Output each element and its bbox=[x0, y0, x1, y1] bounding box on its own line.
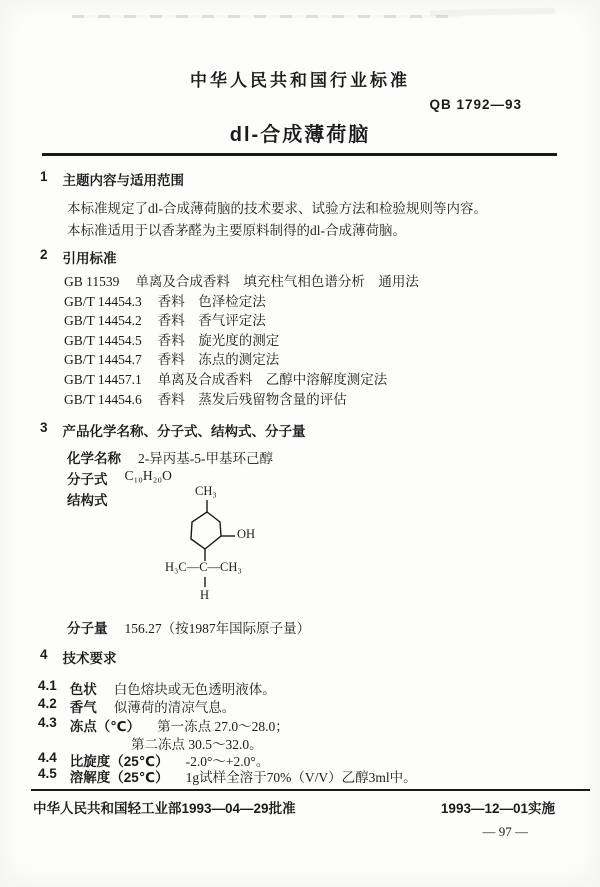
footer-divider-rule bbox=[31, 789, 590, 791]
section4-heading-text: 技术要求 bbox=[62, 651, 117, 666]
structure-label: 结构式 bbox=[67, 493, 108, 508]
requirement-item bbox=[38, 715, 289, 735]
reference-item bbox=[64, 272, 419, 292]
header-divider-rule bbox=[42, 153, 557, 156]
requirement-label: 冻点（℃） bbox=[69, 719, 141, 734]
requirement-number: 4.3 bbox=[38, 715, 57, 730]
standard-code: QB 1792—93 bbox=[429, 97, 522, 112]
reference-title: 香料 色泽检定法 bbox=[157, 293, 266, 309]
standard-authority-line: 中华人民共和国行业标准 bbox=[190, 71, 410, 90]
reference-title: 香料 旋光度的测定 bbox=[157, 332, 280, 348]
section1-paragraph: 本标准规定了dl-合成薄荷脑的技术要求、试验方法和检验规则等内容。 bbox=[67, 201, 487, 216]
molecular-weight-row bbox=[67, 617, 310, 637]
section2-number: 2 bbox=[40, 247, 48, 262]
reference-item bbox=[64, 331, 419, 351]
reference-title: 香料 冻点的测定法 bbox=[157, 352, 280, 368]
reference-code: GB/T 14454.6 bbox=[64, 391, 142, 407]
referenced-standards-list bbox=[64, 272, 419, 409]
reference-title: 香料 蒸发后残留物含量的评估 bbox=[157, 391, 347, 407]
hydroxyl-group-label: OH bbox=[237, 527, 256, 541]
chemical-name-row bbox=[67, 447, 273, 467]
reference-item bbox=[64, 370, 419, 390]
requirement-label: 比旋度（25℃） bbox=[69, 754, 169, 769]
reference-item bbox=[64, 292, 419, 312]
structure-row bbox=[67, 489, 125, 509]
section3-heading-text: 产品化学名称、分子式、结构式、分子量 bbox=[62, 424, 306, 439]
implementation-date: 1993—12—01实施 bbox=[440, 801, 555, 816]
requirement-value: -2.0°～+2.0°。 bbox=[185, 754, 270, 769]
requirement-item bbox=[38, 696, 235, 716]
requirement-label: 溶解度（25℃） bbox=[69, 770, 169, 785]
structure-bonds bbox=[163, 481, 263, 609]
section2-heading-text: 引用标准 bbox=[62, 251, 117, 266]
reference-code: GB/T 14454.2 bbox=[64, 313, 142, 329]
requirement-label: 香气 bbox=[69, 700, 97, 715]
reference-code: GB/T 14454.3 bbox=[64, 293, 142, 309]
reference-title: 单离及合成香料 乙醇中溶解度测定法 bbox=[157, 371, 388, 387]
reference-code: GB/T 14454.5 bbox=[64, 332, 142, 348]
reference-title: 香料 香气评定法 bbox=[157, 313, 266, 329]
molecular-formula-label: 分子式 bbox=[67, 472, 108, 487]
requirement-item bbox=[38, 678, 276, 698]
chemical-name-value: 2-异丙基-5-甲基环己醇 bbox=[138, 451, 273, 466]
requirement-label: 色状 bbox=[69, 682, 97, 697]
section3-heading bbox=[40, 420, 306, 440]
reference-item bbox=[64, 311, 419, 331]
section1-number: 1 bbox=[40, 169, 48, 184]
section3-number: 3 bbox=[40, 420, 48, 435]
isopropyl-group-label: H₃C—C—CH₃ bbox=[165, 560, 242, 574]
reference-code: GB/T 14457.1 bbox=[64, 371, 142, 387]
section4-heading bbox=[40, 647, 117, 667]
section1-heading bbox=[40, 169, 184, 189]
chemical-name-label: 化学名称 bbox=[67, 451, 121, 466]
document-title: dl-合成薄荷脑 bbox=[229, 124, 371, 146]
reference-title: 单离及合成香料 填充柱气相色谱分析 通用法 bbox=[135, 274, 419, 289]
reference-code: GB/T 14454.7 bbox=[64, 352, 142, 368]
hydrogen-label: H bbox=[200, 588, 210, 602]
requirement-number: 4.4 bbox=[38, 750, 57, 765]
requirement-number: 4.2 bbox=[38, 696, 57, 711]
methyl-group-label: CH₃ bbox=[195, 484, 217, 498]
reference-code: GB 11539 bbox=[64, 274, 120, 289]
section1-paragraph: 本标准适用于以香茅醛为主要原料制得的dl-合成薄荷脑。 bbox=[67, 223, 406, 238]
approval-line: 中华人民共和国轻工业部1993—04—29批准 bbox=[33, 801, 296, 816]
requirement-value: 白色熔块或无色透明液体。 bbox=[113, 682, 276, 697]
chemical-structure-diagram bbox=[163, 481, 263, 609]
requirement-number: 4.5 bbox=[38, 766, 57, 781]
requirement-number: 4.1 bbox=[38, 678, 57, 693]
requirement-item bbox=[38, 766, 417, 786]
molecular-formula-row bbox=[67, 468, 172, 488]
requirement-value: 似薄荷的清凉气息。 bbox=[113, 700, 236, 715]
molecular-weight-label: 分子量 bbox=[67, 621, 108, 636]
reference-item bbox=[64, 390, 419, 410]
scan-artifact bbox=[72, 15, 462, 18]
requirement-value: 1g试样全溶于70%（V/V）乙醇3ml中。 bbox=[185, 770, 417, 785]
section4-number: 4 bbox=[40, 647, 48, 662]
reference-item bbox=[64, 350, 419, 370]
page-number: — 97 — bbox=[482, 824, 528, 839]
section1-heading-text: 主题内容与适用范围 bbox=[62, 173, 185, 188]
scan-artifact bbox=[430, 8, 555, 17]
molecular-weight-value: 156.27（按1987年国际原子量） bbox=[124, 621, 311, 636]
molecular-formula-value: C₁₀H₂₀O bbox=[124, 468, 172, 483]
requirement-value-continuation: 第二冻点 30.5～32.0。 bbox=[131, 737, 263, 752]
requirement-value: 第一冻点 27.0～28.0； bbox=[157, 719, 289, 734]
section2-heading bbox=[40, 247, 117, 267]
